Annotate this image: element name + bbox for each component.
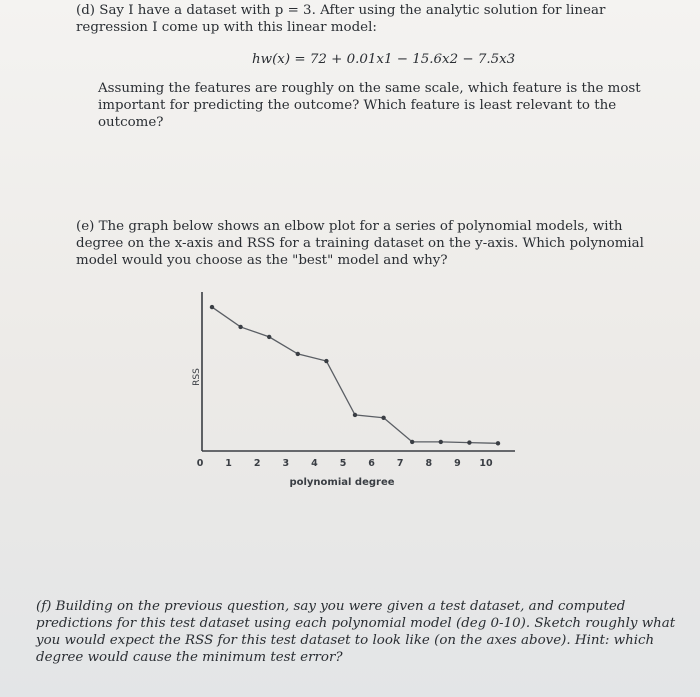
question-d-prompt: Assuming the features are roughly on the same scale, which feature is the most important for predicting the outcome? Which feature is least relevant to the outcome? bbox=[98, 81, 641, 130]
data-point-degree-0 bbox=[210, 305, 214, 309]
data-point-degree-5 bbox=[353, 413, 357, 417]
x-axis-label: polynomial degree bbox=[289, 477, 395, 488]
data-point-degree-8 bbox=[439, 440, 443, 444]
x-tick-label: 0 bbox=[196, 458, 204, 469]
rss-series-line bbox=[212, 307, 498, 443]
data-point-degree-4 bbox=[324, 359, 328, 363]
x-tick-label: 4 bbox=[311, 458, 318, 469]
data-point-degree-2 bbox=[267, 335, 271, 339]
x-tick-label: 2 bbox=[253, 458, 261, 469]
question-f-text: (f) Building on the previous question, say you were given a test dataset, and computed predictions for this test dataset using each polynomial model (deg 0-10). Sketch roughly what you would expect the RSS for this test dataset to look like (on the axes above). Hint: which degree would cause the minimum test error? bbox=[36, 599, 676, 665]
question-d-text: (d) Say I have a dataset with p = 3. After using the analytic solution for linear regression I come up with this linear model: bbox=[76, 3, 606, 35]
data-point-degree-1 bbox=[238, 325, 242, 329]
x-tick-label: 3 bbox=[282, 458, 290, 469]
x-tick-label: 9 bbox=[454, 458, 461, 469]
question-e-text: (e) The graph below shows an elbow plot for a series of polynomial models, with degree on the x-axis and RSS for a training dataset on the y-axis. Which polynomial model would you choose as the "best" model and why? bbox=[76, 219, 644, 268]
x-tick-label: 10 bbox=[479, 458, 493, 469]
x-tick-label: 1 bbox=[225, 458, 232, 469]
y-axis-label: RSS bbox=[192, 368, 202, 386]
data-point-degree-10 bbox=[496, 441, 500, 445]
x-tick-label: 5 bbox=[339, 458, 347, 469]
x-tick-label: 7 bbox=[396, 458, 404, 469]
data-point-degree-3 bbox=[296, 352, 300, 356]
data-point-degree-9 bbox=[467, 440, 471, 444]
data-point-degree-7 bbox=[410, 440, 414, 444]
x-tick-label: 8 bbox=[425, 458, 433, 469]
x-tick-label: 6 bbox=[368, 458, 375, 469]
linear-model-equation: hw(x) = 72 + 0.01x1 − 15.6x2 − 7.5x3 bbox=[252, 52, 516, 67]
data-point-degree-6 bbox=[381, 416, 385, 420]
